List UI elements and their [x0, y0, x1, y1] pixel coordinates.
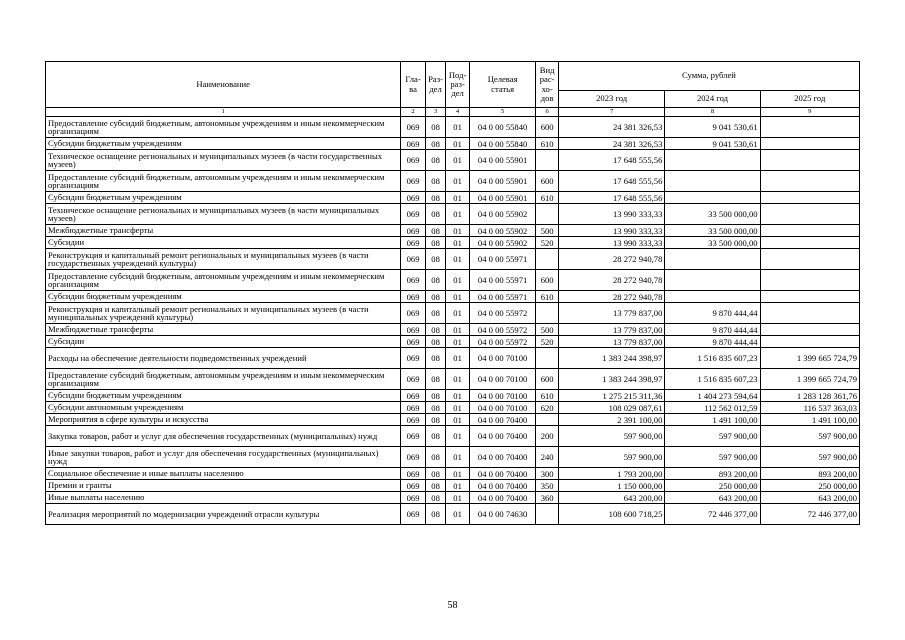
row-expense-type	[536, 204, 559, 225]
row-chapter: 069	[401, 117, 426, 138]
row-chapter: 069	[401, 480, 426, 492]
row-amount-2024: 597 900,00	[665, 447, 760, 468]
row-target-article: 04 0 00 55971	[469, 249, 536, 270]
row-target-article: 04 0 00 55840	[469, 138, 536, 150]
row-amount-2025	[760, 192, 859, 204]
row-section: 08	[425, 117, 445, 138]
row-name: Предоставление субсидий бюджетным, автономным учреждениям и иным некоммерческим организациям	[46, 369, 401, 390]
row-amount-2023: 2 391 100,00	[558, 414, 664, 426]
row-amount-2025: 72 446 377,00	[760, 504, 859, 525]
row-amount-2023: 1 383 244 398,97	[558, 348, 664, 369]
row-name: Субсидии бюджетным учреждениям	[46, 390, 401, 402]
row-name: Закупка товаров, работ и услуг для обеспечения государственных (муниципальных) нужд	[46, 426, 401, 447]
table-row	[46, 291, 860, 303]
row-name: Техническое оснащение региональных и муниципальных музеев (в части государственных музеев)	[46, 150, 401, 171]
row-amount-2023: 1 793 200,00	[558, 468, 664, 480]
row-target-article: 04 0 00 70400	[469, 492, 536, 504]
row-section: 08	[425, 150, 445, 171]
row-amount-2023: 17 648 555,56	[558, 171, 664, 192]
row-chapter: 069	[401, 225, 426, 237]
row-target-article: 04 0 00 70400	[469, 480, 536, 492]
table-row	[46, 237, 860, 249]
table-row	[46, 225, 860, 237]
header-row	[46, 62, 860, 91]
row-subsection: 01	[446, 204, 470, 225]
row-chapter: 069	[401, 414, 426, 426]
row-section: 08	[425, 504, 445, 525]
row-target-article: 04 0 00 55972	[469, 336, 536, 348]
row-subsection: 01	[446, 414, 470, 426]
row-subsection: 01	[446, 348, 470, 369]
row-amount-2025	[760, 237, 859, 249]
row-name: Предоставление субсидий бюджетным, автономным учреждениям и иным некоммерческим организациям	[46, 171, 401, 192]
row-amount-2024: 597 900,00	[665, 426, 760, 447]
row-section: 08	[425, 270, 445, 291]
row-chapter: 069	[401, 492, 426, 504]
row-name: Реконструкция и капитальный ремонт региональных и муниципальных музеев (в части муниципальных учреждений культуры)	[46, 303, 401, 324]
row-amount-2024: 33 500 000,00	[665, 225, 760, 237]
table-row	[46, 150, 860, 171]
table-row	[46, 138, 860, 150]
row-section: 08	[425, 324, 445, 336]
row-amount-2024: 33 500 000,00	[665, 237, 760, 249]
table-row	[46, 324, 860, 336]
table-row	[46, 447, 860, 468]
row-amount-2023: 1 150 000,00	[558, 480, 664, 492]
row-expense-type: 600	[536, 117, 559, 138]
row-target-article: 04 0 00 70400	[469, 426, 536, 447]
row-section: 08	[425, 225, 445, 237]
row-chapter: 069	[401, 447, 426, 468]
row-chapter: 069	[401, 303, 426, 324]
row-amount-2024: 9 870 444,44	[665, 324, 760, 336]
row-amount-2024: 9 870 444,44	[665, 303, 760, 324]
row-expense-type: 520	[536, 336, 559, 348]
row-name: Субсидии автономным учреждениям	[46, 402, 401, 414]
row-name: Субсидии бюджетным учреждениям	[46, 192, 401, 204]
row-chapter: 069	[401, 324, 426, 336]
row-expense-type	[536, 504, 559, 525]
row-target-article: 04 0 00 55902	[469, 204, 536, 225]
row-chapter: 069	[401, 171, 426, 192]
row-amount-2023: 108 600 718,25	[558, 504, 664, 525]
row-section: 08	[425, 204, 445, 225]
row-expense-type: 600	[536, 270, 559, 291]
row-amount-2024: 9 041 530,61	[665, 117, 760, 138]
column-number: 7	[558, 108, 664, 117]
row-name: Техническое оснащение региональных и муниципальных музеев (в части муниципальных музеев)	[46, 204, 401, 225]
row-target-article: 04 0 00 55901	[469, 192, 536, 204]
row-subsection: 01	[446, 225, 470, 237]
row-name: Мероприятия в сфере культуры и искусства	[46, 414, 401, 426]
row-name: Социальное обеспечение и иные выплаты населению	[46, 468, 401, 480]
row-amount-2023: 643 200,00	[558, 492, 664, 504]
row-subsection: 01	[446, 336, 470, 348]
row-name: Иные выплаты населению	[46, 492, 401, 504]
row-amount-2025	[760, 138, 859, 150]
row-chapter: 069	[401, 192, 426, 204]
table-row	[46, 249, 860, 270]
row-chapter: 069	[401, 138, 426, 150]
row-target-article: 04 0 00 55902	[469, 225, 536, 237]
row-section: 08	[425, 237, 445, 249]
table-row	[46, 171, 860, 192]
row-section: 08	[425, 291, 445, 303]
row-section: 08	[425, 492, 445, 504]
row-target-article: 04 0 00 70400	[469, 468, 536, 480]
row-section: 08	[425, 390, 445, 402]
row-name: Предоставление субсидий бюджетным, автономным учреждениям и иным некоммерческим организациям	[46, 270, 401, 291]
row-name: Иные закупки товаров, работ и услуг для обеспечения государственных (муниципальных) нужд	[46, 447, 401, 468]
row-amount-2025	[760, 303, 859, 324]
row-amount-2025: 597 900,00	[760, 447, 859, 468]
row-expense-type: 500	[536, 324, 559, 336]
row-name: Субсидии бюджетным учреждениям	[46, 291, 401, 303]
row-amount-2025: 1 399 665 724,79	[760, 369, 859, 390]
budget-table	[45, 61, 860, 525]
row-section: 08	[425, 480, 445, 492]
row-amount-2025	[760, 117, 859, 138]
row-section: 08	[425, 171, 445, 192]
row-amount-2024	[665, 192, 760, 204]
table-row	[46, 426, 860, 447]
column-number: 3	[425, 108, 445, 117]
row-subsection: 01	[446, 150, 470, 171]
row-target-article: 04 0 00 70100	[469, 402, 536, 414]
row-amount-2023: 108 029 087,61	[558, 402, 664, 414]
row-amount-2023: 13 779 837,00	[558, 324, 664, 336]
row-expense-type: 620	[536, 402, 559, 414]
header-chapter: Гла- ва	[401, 62, 426, 108]
row-expense-type: 600	[536, 171, 559, 192]
table-row	[46, 504, 860, 525]
row-subsection: 01	[446, 324, 470, 336]
row-subsection: 01	[446, 117, 470, 138]
row-amount-2023: 13 990 333,33	[558, 237, 664, 249]
row-subsection: 01	[446, 369, 470, 390]
row-chapter: 069	[401, 336, 426, 348]
page-number: 58	[447, 600, 458, 611]
row-chapter: 069	[401, 402, 426, 414]
row-target-article: 04 0 00 55972	[469, 303, 536, 324]
column-number: 8	[665, 108, 760, 117]
row-amount-2024	[665, 150, 760, 171]
row-subsection: 01	[446, 249, 470, 270]
header-name: Наименование	[46, 62, 401, 108]
row-chapter: 069	[401, 150, 426, 171]
row-name: Реконструкция и капитальный ремонт региональных и муниципальных музеев (в части государственных учреждений культуры)	[46, 249, 401, 270]
column-number-row	[46, 108, 860, 117]
row-expense-type: 350	[536, 480, 559, 492]
row-target-article: 04 0 00 70100	[469, 369, 536, 390]
row-target-article: 04 0 00 74630	[469, 504, 536, 525]
row-amount-2023: 28 272 940,78	[558, 270, 664, 291]
row-chapter: 069	[401, 348, 426, 369]
row-expense-type	[536, 150, 559, 171]
row-amount-2024	[665, 249, 760, 270]
row-amount-2024: 250 000,00	[665, 480, 760, 492]
row-section: 08	[425, 348, 445, 369]
row-expense-type	[536, 249, 559, 270]
header-expense-type: Вид рас- хо- дов	[536, 62, 559, 108]
column-number: 4	[446, 108, 470, 117]
column-number: 6	[536, 108, 559, 117]
row-amount-2025: 250 000,00	[760, 480, 859, 492]
row-target-article: 04 0 00 55972	[469, 324, 536, 336]
row-amount-2025: 1 399 665 724,79	[760, 348, 859, 369]
row-chapter: 069	[401, 426, 426, 447]
row-section: 08	[425, 402, 445, 414]
row-expense-type: 300	[536, 468, 559, 480]
row-amount-2023: 13 779 837,00	[558, 336, 664, 348]
row-amount-2025	[760, 150, 859, 171]
row-chapter: 069	[401, 204, 426, 225]
row-chapter: 069	[401, 468, 426, 480]
row-subsection: 01	[446, 291, 470, 303]
row-target-article: 04 0 00 55971	[469, 270, 536, 291]
row-subsection: 01	[446, 468, 470, 480]
row-amount-2023: 24 381 326,53	[558, 117, 664, 138]
row-name: Реализация мероприятий по модернизации учреждений отрасли культуры	[46, 504, 401, 525]
row-section: 08	[425, 426, 445, 447]
header-target-article: Целевая статья	[469, 62, 536, 108]
row-section: 08	[425, 249, 445, 270]
row-expense-type	[536, 348, 559, 369]
table-row	[46, 369, 860, 390]
row-amount-2025: 597 900,00	[760, 426, 859, 447]
column-number: 9	[760, 108, 859, 117]
row-target-article: 04 0 00 55971	[469, 291, 536, 303]
row-amount-2024: 1 491 100,00	[665, 414, 760, 426]
row-amount-2025: 116 537 363,03	[760, 402, 859, 414]
row-amount-2023: 24 381 326,53	[558, 138, 664, 150]
row-amount-2025: 643 200,00	[760, 492, 859, 504]
row-amount-2025	[760, 270, 859, 291]
row-amount-2024: 9 870 444,44	[665, 336, 760, 348]
row-amount-2024	[665, 291, 760, 303]
row-amount-2023: 13 779 837,00	[558, 303, 664, 324]
row-subsection: 01	[446, 504, 470, 525]
row-amount-2024: 112 562 012,59	[665, 402, 760, 414]
row-amount-2023: 17 648 555,56	[558, 150, 664, 171]
row-name: Субсидии	[46, 336, 401, 348]
header-amount: Сумма, рублей	[558, 62, 859, 91]
row-target-article: 04 0 00 55902	[469, 237, 536, 249]
table-row	[46, 414, 860, 426]
row-expense-type: 610	[536, 291, 559, 303]
row-amount-2023: 13 990 333,33	[558, 225, 664, 237]
column-number: 2	[401, 108, 426, 117]
row-amount-2025	[760, 336, 859, 348]
header-year-2023: 2023 год	[558, 91, 664, 108]
header-year-2024: 2024 год	[665, 91, 760, 108]
table-row	[46, 336, 860, 348]
row-amount-2023: 597 900,00	[558, 447, 664, 468]
row-target-article: 04 0 00 55901	[469, 150, 536, 171]
row-chapter: 069	[401, 237, 426, 249]
row-amount-2025	[760, 249, 859, 270]
row-subsection: 01	[446, 480, 470, 492]
row-amount-2024: 1 516 835 607,23	[665, 348, 760, 369]
row-subsection: 01	[446, 447, 470, 468]
row-amount-2023: 13 990 333,33	[558, 204, 664, 225]
row-amount-2023: 28 272 940,78	[558, 291, 664, 303]
row-subsection: 01	[446, 192, 470, 204]
header-section: Раз- дел	[425, 62, 445, 108]
row-amount-2025	[760, 171, 859, 192]
row-subsection: 01	[446, 402, 470, 414]
row-expense-type	[536, 414, 559, 426]
row-chapter: 069	[401, 504, 426, 525]
row-expense-type: 520	[536, 237, 559, 249]
row-subsection: 01	[446, 270, 470, 291]
table-row	[46, 390, 860, 402]
row-subsection: 01	[446, 237, 470, 249]
row-subsection: 01	[446, 303, 470, 324]
row-target-article: 04 0 00 70400	[469, 414, 536, 426]
row-amount-2024: 33 500 000,00	[665, 204, 760, 225]
table-row	[46, 117, 860, 138]
row-expense-type	[536, 303, 559, 324]
row-amount-2025: 1 283 128 361,76	[760, 390, 859, 402]
row-amount-2025	[760, 324, 859, 336]
row-section: 08	[425, 468, 445, 480]
row-section: 08	[425, 303, 445, 324]
row-amount-2024: 643 200,00	[665, 492, 760, 504]
row-amount-2024: 9 041 530,61	[665, 138, 760, 150]
row-amount-2025	[760, 291, 859, 303]
table-row	[46, 480, 860, 492]
row-amount-2025	[760, 204, 859, 225]
table-row	[46, 492, 860, 504]
row-section: 08	[425, 192, 445, 204]
row-amount-2023: 1 275 215 311,36	[558, 390, 664, 402]
row-target-article: 04 0 00 55840	[469, 117, 536, 138]
row-chapter: 069	[401, 369, 426, 390]
column-number: 5	[469, 108, 536, 117]
row-subsection: 01	[446, 138, 470, 150]
row-amount-2023: 1 383 244 398,97	[558, 369, 664, 390]
table-row	[46, 192, 860, 204]
row-target-article: 04 0 00 70400	[469, 447, 536, 468]
row-expense-type: 240	[536, 447, 559, 468]
row-section: 08	[425, 138, 445, 150]
row-name: Предоставление субсидий бюджетным, автономным учреждениям и иным некоммерческим организациям	[46, 117, 401, 138]
row-expense-type: 500	[536, 225, 559, 237]
row-section: 08	[425, 336, 445, 348]
row-expense-type: 200	[536, 426, 559, 447]
row-section: 08	[425, 369, 445, 390]
table-row	[46, 303, 860, 324]
header-subsection: Под- раз- дел	[446, 62, 470, 108]
row-name: Межбюджетные трансферты	[46, 324, 401, 336]
row-amount-2024: 893 200,00	[665, 468, 760, 480]
row-amount-2024	[665, 270, 760, 291]
header-year-2025: 2025 год	[760, 91, 859, 108]
row-chapter: 069	[401, 390, 426, 402]
row-chapter: 069	[401, 270, 426, 291]
row-expense-type: 610	[536, 138, 559, 150]
row-subsection: 01	[446, 171, 470, 192]
row-name: Субсидии	[46, 237, 401, 249]
row-amount-2024: 1 516 835 607,23	[665, 369, 760, 390]
row-name: Субсидии бюджетным учреждениям	[46, 138, 401, 150]
row-target-article: 04 0 00 70100	[469, 348, 536, 369]
row-name: Расходы на обеспечение деятельности подведомственных учреждений	[46, 348, 401, 369]
row-subsection: 01	[446, 426, 470, 447]
table-row	[46, 348, 860, 369]
row-section: 08	[425, 414, 445, 426]
column-number: 1	[46, 108, 401, 117]
row-section: 08	[425, 447, 445, 468]
row-expense-type: 610	[536, 390, 559, 402]
row-amount-2025: 1 491 100,00	[760, 414, 859, 426]
row-subsection: 01	[446, 492, 470, 504]
row-amount-2025: 893 200,00	[760, 468, 859, 480]
table-row	[46, 270, 860, 291]
row-target-article: 04 0 00 70100	[469, 390, 536, 402]
row-chapter: 069	[401, 249, 426, 270]
row-amount-2023: 28 272 940,78	[558, 249, 664, 270]
table-row	[46, 402, 860, 414]
table-row	[46, 468, 860, 480]
row-subsection: 01	[446, 390, 470, 402]
row-amount-2024	[665, 171, 760, 192]
table-row	[46, 204, 860, 225]
row-amount-2024: 72 446 377,00	[665, 504, 760, 525]
table-body	[46, 117, 860, 525]
row-name: Межбюджетные трансферты	[46, 225, 401, 237]
row-amount-2023: 597 900,00	[558, 426, 664, 447]
row-amount-2023: 17 648 555,56	[558, 192, 664, 204]
row-chapter: 069	[401, 291, 426, 303]
row-expense-type: 360	[536, 492, 559, 504]
row-expense-type: 610	[536, 192, 559, 204]
row-amount-2024: 1 404 273 594,64	[665, 390, 760, 402]
row-expense-type: 600	[536, 369, 559, 390]
row-target-article: 04 0 00 55901	[469, 171, 536, 192]
row-name: Премии и гранты	[46, 480, 401, 492]
row-amount-2025	[760, 225, 859, 237]
